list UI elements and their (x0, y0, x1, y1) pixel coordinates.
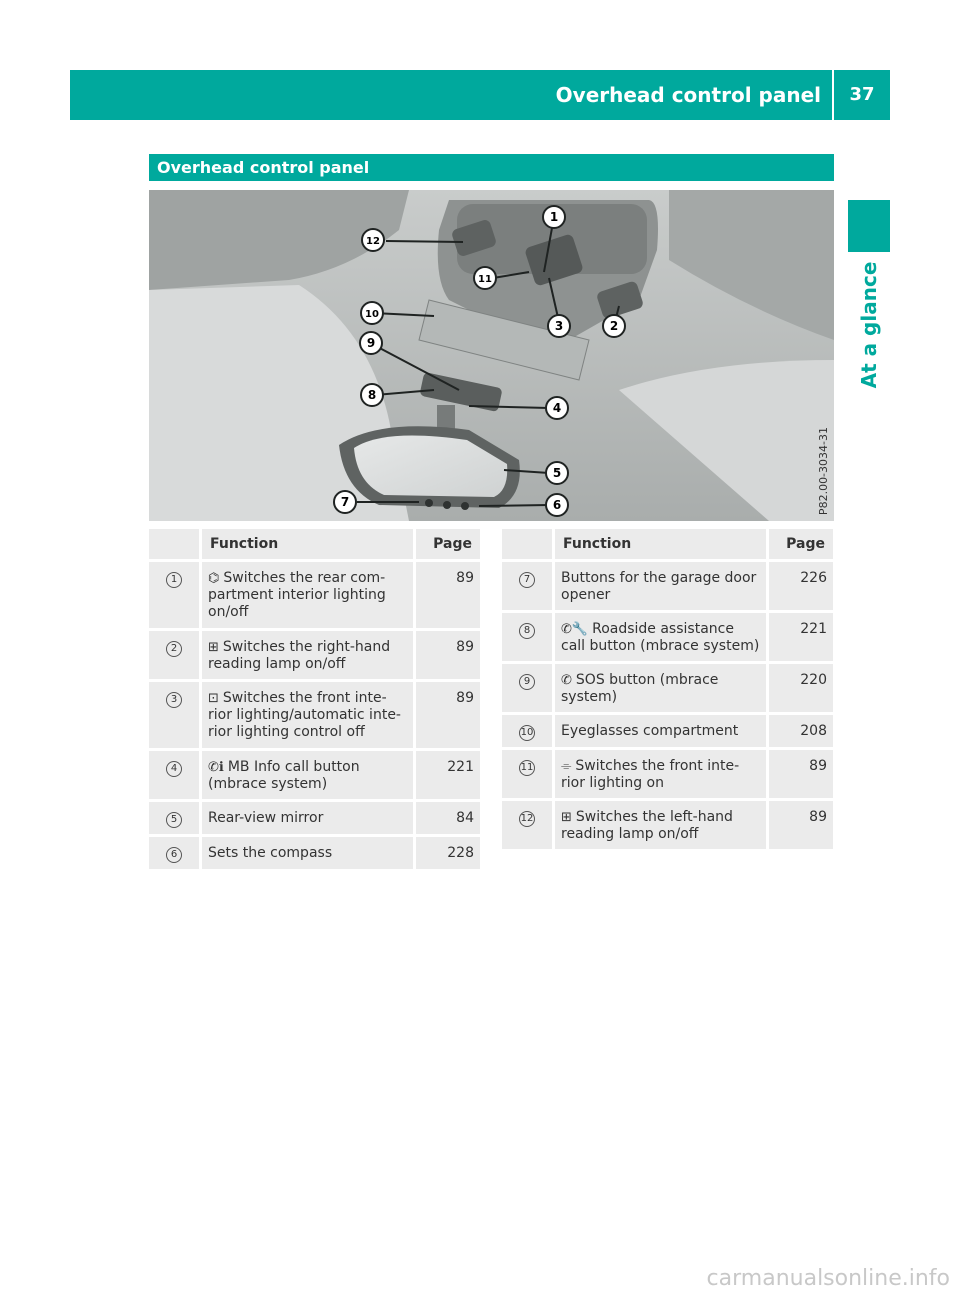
table-header-row (149, 529, 480, 559)
row-function: Rear-view mirror (202, 802, 416, 834)
table-header-row (502, 529, 833, 559)
side-tab-marker (848, 200, 890, 252)
row-function: Switches the front inte-rior lighting/automatic inte-rior lighting control off (208, 690, 401, 740)
table-row (502, 750, 833, 798)
callout-11 (474, 267, 496, 289)
row-number: 5 (166, 812, 182, 828)
header-page: Page (416, 529, 480, 559)
row-number: 6 (166, 847, 182, 863)
row-page: 228 (416, 837, 480, 869)
svg-text:12: 12 (366, 236, 380, 247)
svg-text:5: 5 (552, 466, 562, 480)
svg-text:7: 7 (340, 495, 350, 509)
row-page: 89 (769, 750, 833, 798)
row-page: 208 (769, 715, 833, 747)
callout-badges (149, 190, 834, 521)
phone-wrench-icon: ✆🔧 (561, 622, 589, 637)
callout-8 (361, 384, 383, 406)
row-number: 10 (519, 725, 535, 741)
section-title: Overhead control panel (149, 154, 834, 181)
photo-code: P82.00-3034-31 (817, 426, 830, 515)
row-number: 8 (519, 623, 535, 639)
row-function: Switches the left-hand reading lamp on/off (561, 809, 733, 842)
row-number: 1 (166, 572, 182, 588)
callout-12 (362, 229, 384, 251)
reading-lamp-icon: ⊞ (561, 810, 572, 825)
header-number (149, 529, 202, 559)
table-row (502, 562, 833, 610)
row-number: 4 (166, 761, 182, 777)
row-function: Buttons for the garage door opener (555, 562, 769, 610)
row-page: 89 (416, 562, 480, 628)
table-row (502, 715, 833, 747)
table-row (149, 751, 480, 799)
svg-text:11: 11 (478, 274, 492, 285)
table-row (502, 801, 833, 849)
table-row (502, 664, 833, 712)
function-table-left (149, 526, 480, 872)
header-page: Page (769, 529, 833, 559)
svg-text:6: 6 (552, 498, 562, 512)
row-number: 7 (519, 572, 535, 588)
callout-4 (546, 397, 568, 419)
svg-text:1: 1 (549, 210, 559, 224)
page-number: 37 (849, 84, 875, 105)
table-row (502, 613, 833, 661)
overhead-panel-illustration (149, 190, 834, 521)
row-page: 89 (416, 631, 480, 679)
front-lamp-icon: ⌯ (561, 759, 572, 774)
row-page: 221 (416, 751, 480, 799)
callout-10 (361, 302, 383, 324)
table-row (149, 802, 480, 834)
callout-3 (548, 315, 570, 337)
row-function: Switches the front inte-rior lighting on (561, 758, 740, 791)
row-function: Switches the right-hand reading lamp on/off (208, 639, 391, 672)
header-number (502, 529, 555, 559)
phone-sos-icon: ✆ (561, 673, 572, 688)
row-number: 2 (166, 641, 182, 657)
svg-text:3: 3 (554, 319, 564, 333)
table-row (149, 631, 480, 679)
row-function: Sets the compass (202, 837, 416, 869)
svg-text:2: 2 (609, 319, 619, 333)
row-number: 12 (519, 811, 535, 827)
row-page: 221 (769, 613, 833, 661)
row-number: 3 (166, 692, 182, 708)
interior-light-off-icon: ⊡ (208, 691, 219, 706)
callout-6 (546, 494, 568, 516)
rear-lamp-icon: ⌬ (208, 571, 220, 586)
header-function: Function (555, 529, 769, 559)
svg-text:8: 8 (367, 388, 377, 402)
callout-7 (334, 491, 356, 513)
callout-2 (603, 315, 625, 337)
table-row (149, 562, 480, 628)
table-row (149, 837, 480, 869)
row-page: 226 (769, 562, 833, 610)
svg-text:10: 10 (365, 309, 379, 320)
header-function: Function (202, 529, 416, 559)
function-table-right (502, 526, 833, 852)
row-function: MB Info call button (mbrace system) (208, 759, 360, 792)
row-page: 220 (769, 664, 833, 712)
row-function: Eyeglasses compartment (555, 715, 769, 747)
row-number: 9 (519, 674, 535, 690)
svg-text:4: 4 (552, 401, 562, 415)
row-function: Roadside assistance call button (mbrace system) (561, 621, 760, 654)
side-tab-label: At a glance (857, 261, 881, 389)
row-page: 84 (416, 802, 480, 834)
svg-text:9: 9 (366, 336, 376, 350)
watermark-url[interactable]: carmanualsonline.info (706, 1266, 950, 1291)
callout-1 (543, 206, 565, 228)
row-function: SOS button (mbrace system) (561, 672, 719, 705)
callout-9 (360, 332, 382, 354)
row-function: Switches the rear com-partment interior lighting on/off (208, 570, 386, 620)
table-row (149, 682, 480, 748)
row-number: 11 (519, 760, 535, 776)
callout-5 (546, 462, 568, 484)
page-header-title: Overhead control panel (555, 83, 821, 107)
row-page: 89 (416, 682, 480, 748)
row-page: 89 (769, 801, 833, 849)
phone-info-icon: ✆ℹ (208, 760, 224, 775)
reading-lamp-icon: ⊞ (208, 640, 219, 655)
